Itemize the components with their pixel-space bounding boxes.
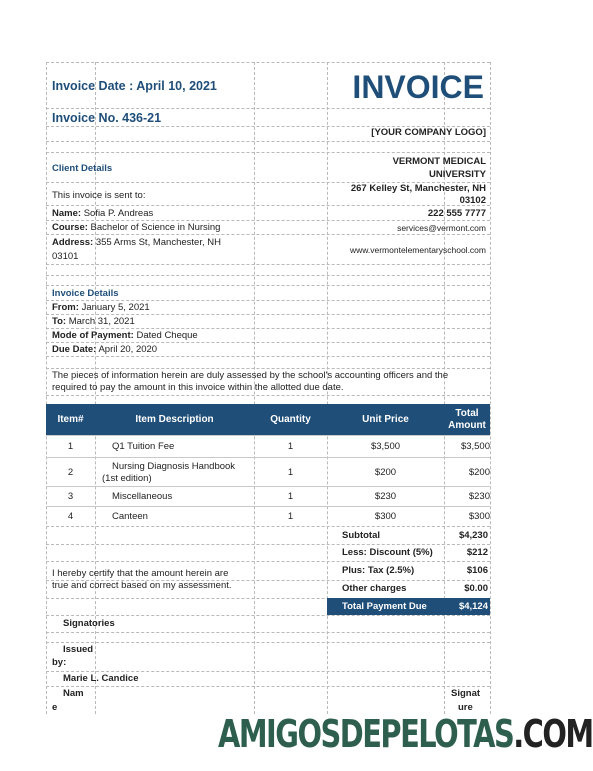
company-name-line2: UNIVERSITY: [428, 169, 486, 180]
items-table-header: [46, 404, 490, 435]
row-unit-price: $3,500: [370, 441, 401, 452]
invoice-title: INVOICE: [352, 69, 484, 105]
grid-line: [46, 108, 490, 109]
grid-line: [46, 62, 47, 714]
company-logo-placeholder: [YOUR COMPANY LOGO]: [371, 127, 486, 138]
grid-line: [46, 264, 490, 265]
grid-line: [46, 544, 490, 545]
grid-line: [46, 275, 490, 276]
row-quantity: 1: [287, 511, 294, 522]
grid-line: [46, 368, 490, 369]
total-due-value: $4,124: [458, 601, 488, 612]
grid-line: [490, 62, 491, 714]
row-unit-price: $200: [374, 466, 397, 478]
issuer-name: Marie L. Candice: [63, 673, 139, 684]
name-label: Nam: [63, 688, 84, 699]
grid-line: [46, 615, 490, 616]
subtotal-label: Subtotal: [342, 530, 380, 541]
grid-line: [46, 62, 490, 63]
grid-line: [46, 686, 490, 687]
table-row: [46, 506, 490, 526]
grid-line: [46, 671, 490, 672]
grid-line: [46, 561, 490, 562]
invoice-details-title: Invoice Details: [52, 288, 119, 299]
col-unit-price: Unit Price: [362, 413, 409, 425]
grid-line: [46, 314, 490, 315]
row-total: $230: [468, 491, 490, 502]
certification-text: I hereby certify that the amount herein are: [52, 568, 229, 579]
client-name: Name: Sofia P. Andreas: [52, 208, 154, 219]
row-description: Q1 Tuition Fee: [112, 441, 175, 452]
row-quantity: 1: [287, 491, 294, 502]
tax-label: Plus: Tax (2.5%): [342, 565, 415, 576]
grid-line: [46, 141, 490, 142]
row-item-number: 1: [67, 441, 74, 452]
invoice-number: Invoice No. 436-21: [52, 111, 162, 125]
client-address: Address: 355 Arms St, Manchester, NH: [52, 237, 221, 248]
company-name: VERMONT MEDICAL: [392, 156, 486, 167]
client-address-line2: 03101: [52, 251, 79, 262]
issued-by-label: Issued: [63, 644, 94, 655]
row-description: Canteen: [112, 511, 148, 522]
row-quantity: 1: [287, 441, 294, 452]
row-item-number: 3: [67, 491, 74, 502]
grid-line: [46, 285, 490, 286]
invoice-date: Invoice Date : April 10, 2021: [52, 79, 217, 93]
discount-label: Less: Discount (5%): [342, 547, 433, 558]
row-unit-price: $300: [374, 511, 397, 522]
invoice-sheet: [46, 62, 490, 714]
company-website: www.vermontelementaryschool.com: [349, 245, 486, 255]
period-to: To: March 31, 2021: [52, 316, 135, 327]
other-charges-label: Other charges: [342, 583, 407, 594]
issued-by-label-line2: by:: [52, 657, 67, 668]
discount-value: $212: [466, 547, 488, 558]
col-item-number: Item#: [57, 413, 84, 425]
grid-line: [46, 632, 490, 633]
table-row: [46, 486, 490, 506]
grid-line: [46, 220, 490, 221]
name-label-line2: e: [52, 702, 58, 713]
grid-line: [46, 356, 490, 357]
total-due-label: Total Payment Due: [342, 601, 427, 612]
payment-mode: Mode of Payment: Dated Cheque: [52, 330, 198, 341]
watermark: AMIGOSDEPELOTAS.COM: [218, 712, 593, 756]
grid-line: [46, 395, 490, 396]
grid-line: [46, 328, 490, 329]
company-address-line2: 03102: [459, 195, 486, 206]
row-item-number: 4: [67, 511, 74, 522]
table-row: [46, 457, 490, 486]
other-charges-value: $0.00: [464, 583, 488, 594]
period-from: From: January 5, 2021: [52, 302, 150, 313]
grid-line: [46, 642, 490, 643]
row-description: Miscellaneous: [112, 491, 173, 502]
table-row: [46, 435, 490, 457]
signatories-title: Signatories: [63, 618, 115, 629]
col-item-description: Item Description: [135, 413, 214, 425]
grid-line: [46, 234, 490, 235]
client-course: Course: Bachelor of Science in Nursing: [52, 222, 221, 233]
row-total: $200: [468, 466, 490, 478]
signature-label-line2: ure: [458, 702, 473, 713]
row-description: Nursing Diagnosis Handbook (1st edition): [102, 461, 236, 484]
assessment-note: The pieces of information herein are duly assessed by the school's accounting officers and the: [52, 370, 449, 381]
sent-to-text: This invoice is sent to:: [52, 190, 146, 201]
col-quantity: Quantity: [270, 413, 311, 425]
col-total-amount: Total Amount: [448, 407, 486, 431]
certification-text-line2: true and correct based on my assessment.: [52, 580, 232, 591]
client-details-title: Client Details: [52, 163, 113, 174]
row-item-number: 2: [67, 466, 74, 478]
row-total: $300: [468, 511, 490, 522]
company-email: services@vermont.com: [397, 223, 486, 233]
grid-line: [46, 342, 490, 343]
row-total: $3,500: [460, 441, 490, 452]
row-unit-price: $230: [374, 491, 397, 502]
due-date: Due Date: April 20, 2020: [52, 344, 158, 355]
signature-label: Signat: [451, 688, 481, 699]
subtotal-value: $4,230: [458, 530, 488, 541]
row-quantity: 1: [287, 466, 294, 478]
company-phone: 222 555 7777: [427, 208, 486, 219]
tax-value: $106: [466, 565, 488, 576]
company-address: 267 Kelley St, Manchester, NH: [350, 183, 486, 194]
grid-line: [46, 205, 490, 206]
assessment-note-line2: required to pay the amount in this invoice within the allotted due date.: [52, 382, 344, 393]
grid-line: [46, 152, 490, 153]
grid-line: [46, 300, 490, 301]
